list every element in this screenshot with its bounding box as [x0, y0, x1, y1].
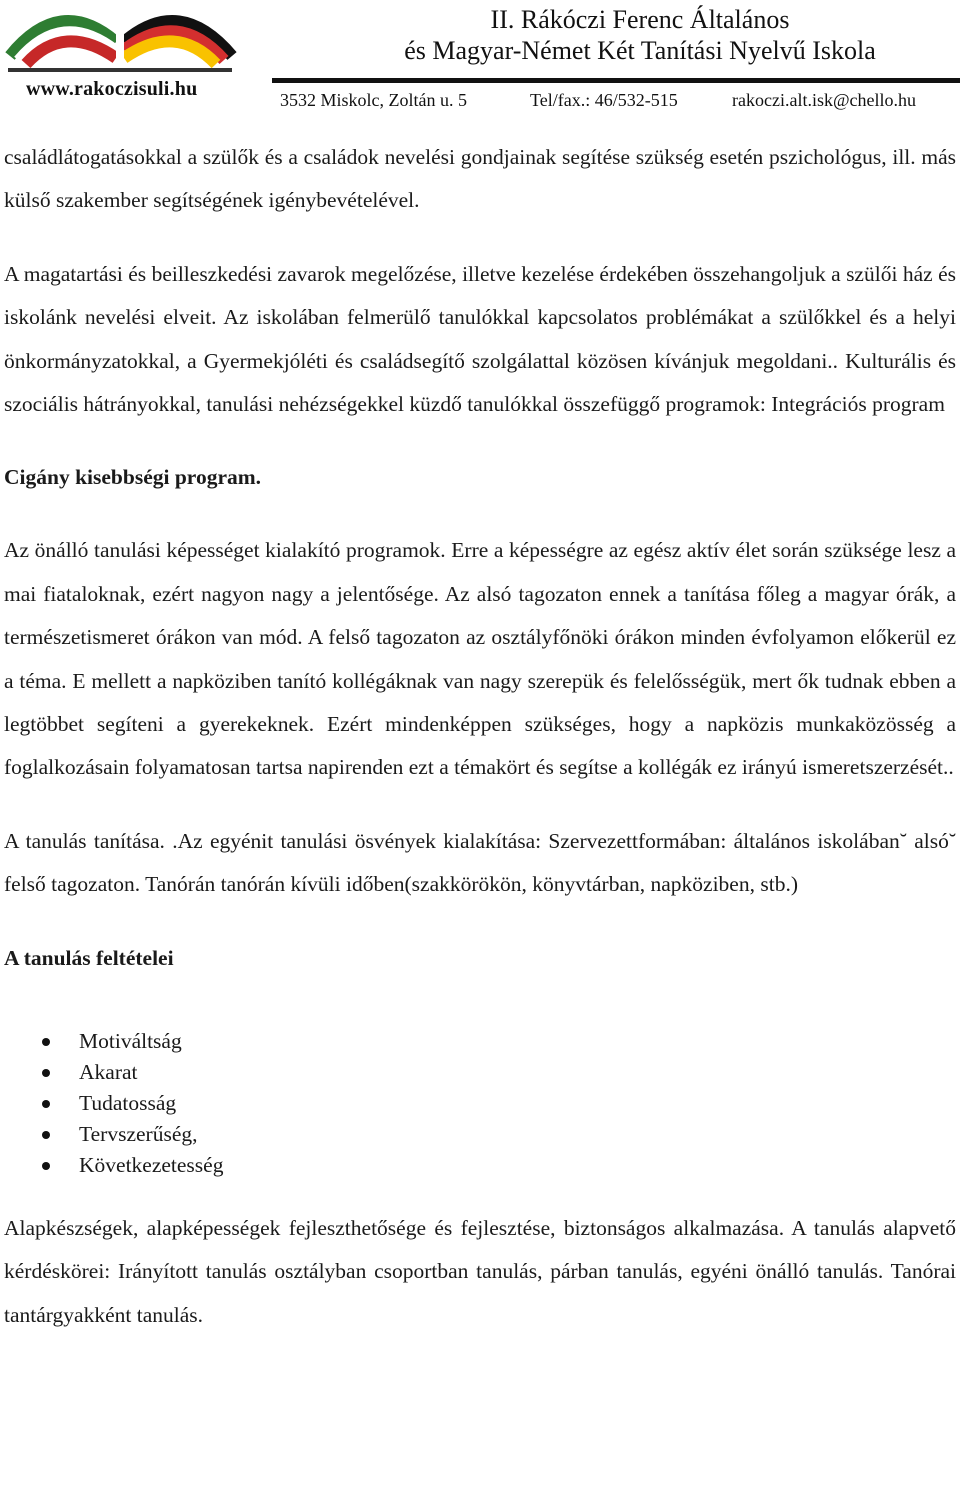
bullet-icon: [42, 1131, 50, 1139]
paragraph-teaching-learning: A tanulás tanítása. .Az egyénit tanulási ösvények kialakítása: Szervezettformában: általános iskolában˘ alsó˘ felső tagozaton. Tanórán tanórán kívüli időben(szakkörökön, könyvtárban, napköziben, stb.): [4, 828, 956, 897]
letterhead: [0, 0, 960, 118]
heading-roma-program: Cigány kisebbségi program.: [4, 465, 262, 490]
list-item: Motiváltság: [4, 1026, 956, 1057]
school-email: rakoczi.alt.isk@chello.hu: [732, 90, 917, 110]
bullet-icon: [42, 1038, 50, 1046]
list-item: Következetesség: [4, 1150, 956, 1181]
paragraph-basic-skills: Alapkészségek, alapképességek fejleszthetősége és fejlesztése, biztonságos alkalmazása. A tanulás alapvető kérdéskörei: Irányított tanulás osztályban csoportban tanulás, párban tanulás, egyéni önálló tanulás. Tanórai tantárgyakként tanulás.: [4, 1215, 956, 1327]
document-body: [4, 136, 956, 1337]
bullet-icon: [42, 1100, 50, 1108]
list-item: Tudatosság: [4, 1088, 956, 1119]
school-phone: Tel/fax.: 46/532-515: [530, 90, 678, 110]
bullet-icon: [42, 1069, 50, 1077]
list-item: Akarat: [4, 1057, 956, 1088]
paragraph-family-visits: családlátogatásokkal a szülők és a családok nevelési gondjainak segítése szükség esetén pszichológus, ill. más külső szakember segítségének igénybevételével.: [4, 145, 956, 213]
school-logo: [0, 0, 240, 118]
school-name-line-2: és Magyar-Német Két Tanítási Nyelvű Iskola: [404, 36, 876, 65]
school-name-line-1: II. Rákóczi Ferenc Általános: [490, 5, 790, 34]
paragraph-independent-learning: Az önálló tanulási képességet kialakító programok. Erre a képességre az egész aktív élet során szüksége lesz a mai fiataloknak, ezért nagyon nagy a jelentősége. Az alsó tagozaton ennek a tanítása főleg a magyar órák, a természetismeret órákon van mód. A felső tagozaton az osztályfőnöki órákon minden évfolyamon előkerül ez a téma. E mellett a napköziben tanító kollégáknak van nagy szerepük és felelősségük, mert ők tudnak ebben a legtöbbet segíteni a gyerekeknek. Ezért mindenképpen szükséges, hogy a napközis munkaközösség a foglalkozásain folyamatosan tartsa napirenden ezt a témakört és segítse a kollégák ez irányú ismeretszerzését..: [4, 538, 956, 780]
paragraph-behavior: A magatartási és beilleszkedési zavarok megelőzése, illetve kezelése érdekében összehangoljuk a szülői ház és iskolánk nevelési elveit. Az iskolában felmerülő tanulókkal kapcsolatos problémákat a szülőkkel és a helyi önkormányzatokkal, a Gyermekjóléti és családsegítő szolgálattal közösen kívánjuk megoldani.. Kulturális és szociális hátrányokkal, tanulási nehézségekkel küzdő tanulókkal összefüggő programok: Integrációs program: [4, 261, 956, 417]
school-address: 3532 Miskolc, Zoltán u. 5: [280, 90, 467, 110]
header-divider: [272, 78, 960, 83]
heading-learning-conditions: A tanulás feltételei: [4, 945, 174, 970]
list-item: Tervszerűség,: [4, 1119, 956, 1150]
bullet-icon: [42, 1162, 50, 1170]
school-name: [330, 4, 950, 66]
conditions-list: [4, 1026, 956, 1181]
school-website: www.rakoczisuli.hu: [26, 78, 198, 100]
